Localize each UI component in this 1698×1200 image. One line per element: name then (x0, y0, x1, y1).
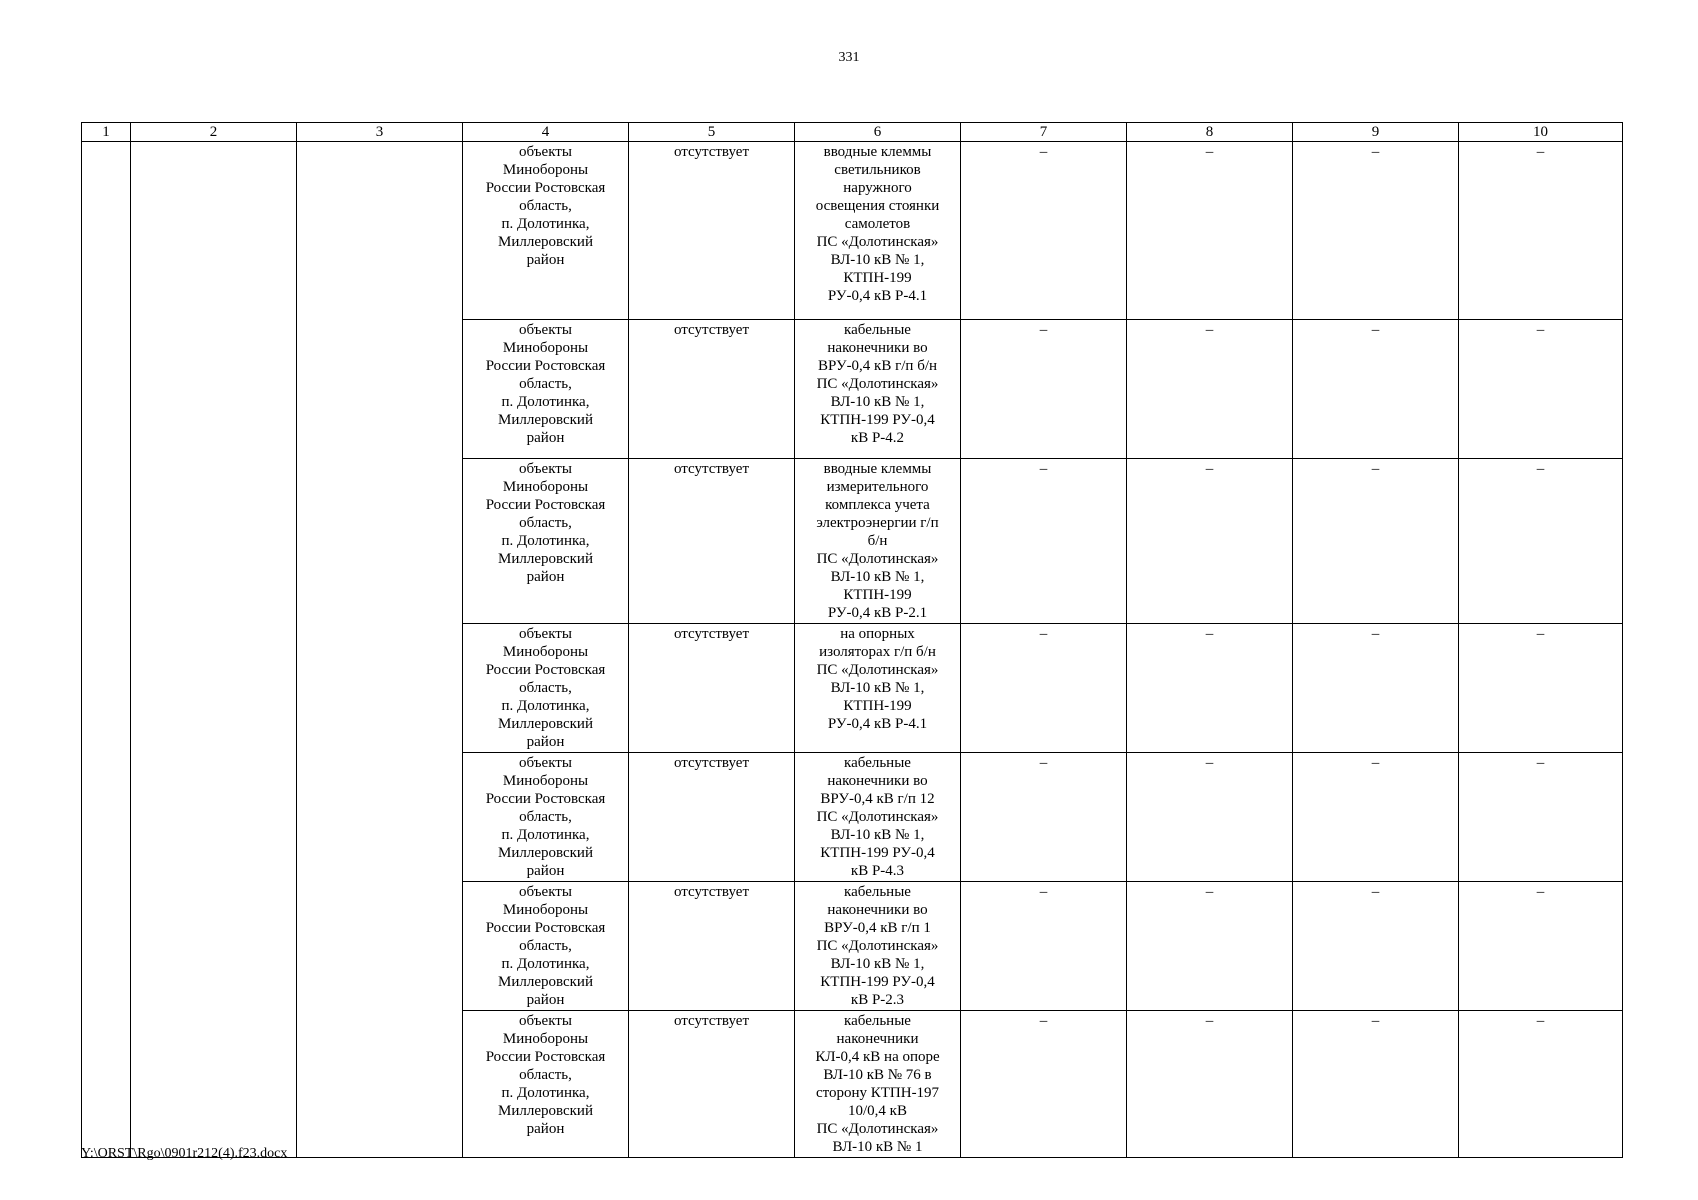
cell-col7: – (961, 882, 1127, 1011)
cell-col8: – (1127, 320, 1293, 459)
column-header-5: 5 (629, 123, 795, 142)
cell-status: отсутствует (629, 882, 795, 1011)
header-row (82, 123, 1623, 142)
cell-col9: – (1293, 1011, 1459, 1158)
cell-boundary-point: вводные клеммы измерительного комплекса учета электроэнергии г/п б/н ПС «Долотинская» ВЛ-10 кВ № 1, КТПН-199 РУ-0,4 кВ Р-2.1 (795, 459, 961, 624)
cell-location: объекты Минобороны России Ростовская область, п. Долотинка, Миллеровский район (463, 624, 629, 753)
column-header-3: 3 (297, 123, 463, 142)
merged-cell-col3 (297, 142, 463, 1158)
cell-col9: – (1293, 142, 1459, 320)
cell-status: отсутствует (629, 1011, 795, 1158)
table-row (82, 142, 1623, 320)
cell-col10: – (1459, 624, 1623, 753)
cell-col8: – (1127, 753, 1293, 882)
cell-status: отсутствует (629, 320, 795, 459)
cell-col8: – (1127, 459, 1293, 624)
cell-col10: – (1459, 320, 1623, 459)
cell-col7: – (961, 142, 1127, 320)
cell-boundary-point: на опорных изоляторах г/п б/н ПС «Долотинская» ВЛ-10 кВ № 1, КТПН-199 РУ-0,4 кВ Р-4.1 (795, 624, 961, 753)
cell-col7: – (961, 1011, 1127, 1158)
cell-boundary-point: кабельные наконечники во ВРУ-0,4 кВ г/п 12 ПС «Долотинская» ВЛ-10 кВ № 1, КТПН-199 РУ-0,4 кВ Р-4.3 (795, 753, 961, 882)
cell-status: отсутствует (629, 753, 795, 882)
cell-status: отсутствует (629, 624, 795, 753)
cell-location: объекты Минобороны России Ростовская область, п. Долотинка, Миллеровский район (463, 459, 629, 624)
merged-cell-col2 (131, 142, 297, 1158)
cell-col9: – (1293, 753, 1459, 882)
merged-cell-col1 (82, 142, 131, 1158)
cell-col10: – (1459, 1011, 1623, 1158)
column-header-7: 7 (961, 123, 1127, 142)
cell-boundary-point: кабельные наконечники во ВРУ-0,4 кВ г/п б/н ПС «Долотинская» ВЛ-10 кВ № 1, КТПН-199 РУ-0,4 кВ Р-4.2 (795, 320, 961, 459)
cell-col7: – (961, 753, 1127, 882)
cell-col10: – (1459, 753, 1623, 882)
cell-col8: – (1127, 142, 1293, 320)
cell-col8: – (1127, 1011, 1293, 1158)
column-header-9: 9 (1293, 123, 1459, 142)
column-header-4: 4 (463, 123, 629, 142)
page-number: 331 (838, 50, 860, 65)
cell-status: отсутствует (629, 459, 795, 624)
cell-col7: – (961, 624, 1127, 753)
cell-location: объекты Минобороны России Ростовская область, п. Долотинка, Миллеровский район (463, 1011, 629, 1158)
cell-boundary-point: кабельные наконечники КЛ-0,4 кВ на опоре ВЛ-10 кВ № 76 в сторону КТПН-197 10/0,4 кВ ПС «Долотинская» ВЛ-10 кВ № 1 (795, 1011, 961, 1158)
footer-file-path: Y:\ORST\Rgo\0901r212(4).f23.docx (81, 1146, 288, 1161)
cell-col9: – (1293, 320, 1459, 459)
cell-location: объекты Минобороны России Ростовская область, п. Долотинка, Миллеровский район (463, 142, 629, 320)
cell-col7: – (961, 459, 1127, 624)
data-table (81, 122, 1623, 1158)
column-header-10: 10 (1459, 123, 1623, 142)
cell-location: объекты Минобороны России Ростовская область, п. Долотинка, Миллеровский район (463, 753, 629, 882)
column-header-1: 1 (82, 123, 131, 142)
column-header-2: 2 (131, 123, 297, 142)
cell-location: объекты Минобороны России Ростовская область, п. Долотинка, Миллеровский район (463, 320, 629, 459)
cell-location: объекты Минобороны России Ростовская область, п. Долотинка, Миллеровский район (463, 882, 629, 1011)
cell-col7: – (961, 320, 1127, 459)
cell-boundary-point: кабельные наконечники во ВРУ-0,4 кВ г/п 1 ПС «Долотинская» ВЛ-10 кВ № 1, КТПН-199 РУ-0,4 кВ Р-2.3 (795, 882, 961, 1011)
cell-status: отсутствует (629, 142, 795, 320)
cell-col10: – (1459, 459, 1623, 624)
cell-col8: – (1127, 624, 1293, 753)
cell-col9: – (1293, 882, 1459, 1011)
column-header-8: 8 (1127, 123, 1293, 142)
cell-col10: – (1459, 882, 1623, 1011)
cell-boundary-point: вводные клеммы светильников наружного освещения стоянки самолетов ПС «Долотинская» ВЛ-10 кВ № 1, КТПН-199 РУ-0,4 кВ Р-4.1 (795, 142, 961, 320)
column-header-6: 6 (795, 123, 961, 142)
cell-col9: – (1293, 459, 1459, 624)
cell-col10: – (1459, 142, 1623, 320)
cell-col8: – (1127, 882, 1293, 1011)
cell-col9: – (1293, 624, 1459, 753)
